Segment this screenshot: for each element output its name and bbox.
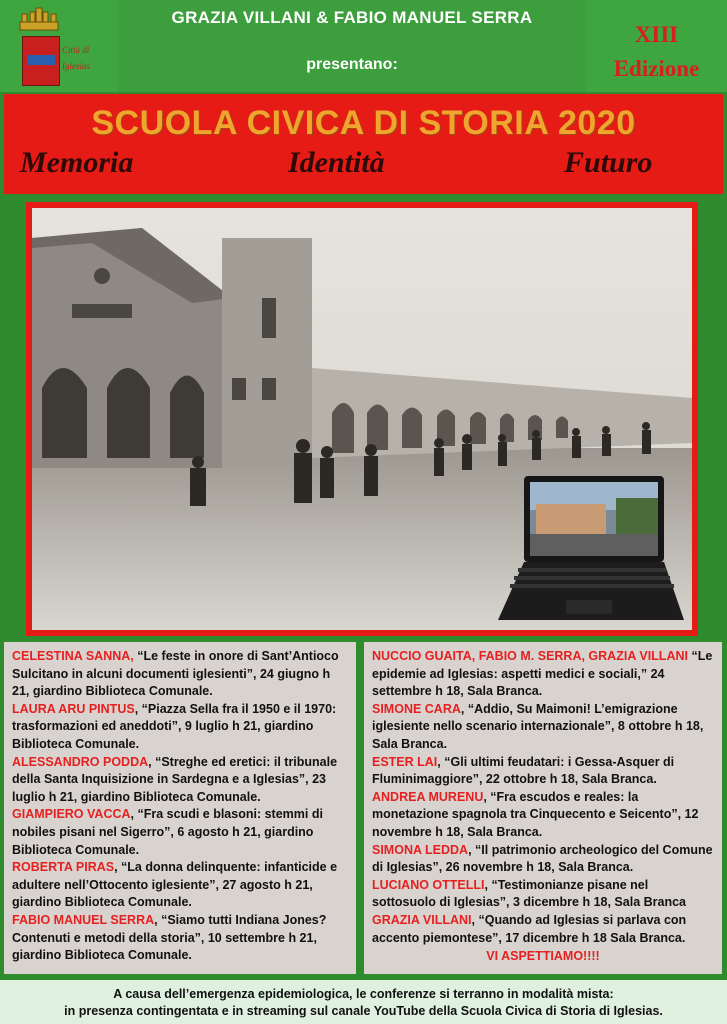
title-banner xyxy=(4,94,723,194)
city-label xyxy=(62,42,112,74)
lecture-item xyxy=(372,648,714,701)
speaker-name: GRAZIA VILLANI xyxy=(372,912,472,927)
closing-message: VI ASPETTIAMO!!!! xyxy=(486,949,600,964)
motto-memoria: Memoria xyxy=(20,146,134,179)
edition-box xyxy=(586,0,727,92)
city-crest xyxy=(0,0,118,92)
lecture-details: “Le feste in onore di Sant’Antioco Sulcitano in alcuni documenti iglesienti”, 24 giugno h 21, giardino Biblioteca Comunale. xyxy=(12,649,339,699)
speaker-name: ALESSANDRO PODDA xyxy=(12,754,149,769)
lecture-item xyxy=(12,701,348,754)
speaker-name: LUCIANO OTTELLI xyxy=(372,877,485,892)
lecture-details: , “Addio, Su Maimoni! L’emigrazione iglesiente nello scenario internazionale”, 8 ottobre h 18, Sala Branca. xyxy=(372,701,704,751)
speaker-name: NUCCIO GUAITA, FABIO M. SERRA, GRAZIA VILLANI xyxy=(372,649,688,663)
authors: GRAZIA VILLANI & FABIO MANUEL SERRA xyxy=(171,8,533,27)
footer-line2: in presenza contingentata e in streaming sul canale YouTube della Scuola Civica di Storia di Iglesias. xyxy=(64,1004,663,1018)
shield-icon xyxy=(22,36,60,86)
speaker-name: LAURA ARU PINTUS xyxy=(12,701,135,716)
edition-word: Edizione xyxy=(613,56,700,81)
speaker-name: FABIO MANUEL SERRA xyxy=(12,912,155,927)
lecture-item xyxy=(372,877,714,912)
edition-number: XIII xyxy=(634,22,679,47)
main-title: SCUOLA CIVICA DI STORIA 2020 xyxy=(91,104,636,142)
lectures-right-column xyxy=(362,640,724,976)
speaker-name: GIAMPIERO VACCA xyxy=(12,807,131,822)
lecture-item xyxy=(372,789,714,842)
lecture-item xyxy=(372,754,714,789)
laptop-icon xyxy=(496,474,686,624)
motto-futuro: Futuro xyxy=(564,146,653,179)
lectures-left-column xyxy=(2,640,358,976)
lecture-details: , “Streghe ed eretici: il tribunale della Santa Inquisizione in Sardegna e a Iglesias”, 23 luglio h 21, giardino Biblioteca Comunale. xyxy=(12,754,338,804)
lecture-details: , “Il patrimonio archeologico del Comune di Iglesias”, 26 novembre h 18, Sala Branca. xyxy=(372,842,713,875)
lecture-details: , “Fra escudos e reales: la monetazione spagnola tra Cinquecento e Seicento”, 12 novembre h 18, Sala Branca. xyxy=(372,789,699,839)
lecture-details: , “Siamo tutti Indiana Jones? Contenuti e metodi della storia”, 10 settembre h 21, giardino Biblioteca Comunale. xyxy=(12,912,327,963)
speaker-name: ANDREA MURENU xyxy=(372,789,484,804)
lecture-details: , “Fra scudi e blasoni: stemmi di nobiles pisani nel Sigerro”, 6 agosto h 21, giardino Biblioteca Comunale. xyxy=(12,807,323,857)
lecture-item xyxy=(12,912,348,965)
speaker-name: CELESTINA SANNA, xyxy=(12,649,134,663)
speaker-name: ROBERTA PIRAS xyxy=(12,860,115,875)
footer-text xyxy=(0,986,727,1020)
speaker-name: SIMONE CARA xyxy=(372,701,461,716)
lecture-item xyxy=(12,754,348,807)
lecture-item xyxy=(372,842,714,877)
motto-identita: Identità xyxy=(288,146,385,179)
footer-line1: A causa dell’emergenza epidemiologica, le conferenze si terranno in modalità mista: xyxy=(113,987,614,1001)
lecture-details: , “Quando ad Iglesias si parlava con accento piemontese”, 17 dicembre h 18 Sala Branca. xyxy=(372,912,687,945)
lecture-details: , “Gli ultimi feudatari: i Gessa-Asquer di Fluminimaggiore”, 22 ottobre h 18, Sala Branca. xyxy=(372,754,675,787)
speaker-name: SIMONA LEDDA xyxy=(372,842,469,857)
lecture-details: , “Testimonianze pisane nel sottosuolo di Iglesias”, 3 dicembre h 18, Sala Branca xyxy=(372,877,686,910)
lecture-item xyxy=(12,806,348,859)
city-label-line1: Città di xyxy=(62,45,90,55)
lecture-details: , “La donna delinquente: infanticide e adultere nell’Ottocento iglesiente”, 27 agosto h 21, giardino Biblioteca Comunale. xyxy=(12,860,338,910)
footer-notice xyxy=(0,980,727,1024)
lecture-item xyxy=(12,859,348,912)
lecture-item xyxy=(12,648,348,701)
speaker-name: ESTER LAI xyxy=(372,754,438,769)
crown-icon xyxy=(18,6,60,32)
header-bar xyxy=(0,0,727,92)
lecture-item xyxy=(372,701,714,754)
presenters-box xyxy=(118,0,586,92)
lecture-details: “Le epidemie ad Iglesias: aspetti medici e sociali,” 24 settembre h 18, Sala Branca. xyxy=(372,649,713,699)
city-label-line2: Iglesias xyxy=(62,61,90,71)
presenting-label: presentano: xyxy=(306,56,398,73)
lecture-details: , “Piazza Sella fra il 1950 e il 1970: trasformazioni ed aneddoti”, 9 luglio h 21, giardino Biblioteca Comunale. xyxy=(12,701,337,751)
lecture-item xyxy=(372,912,714,947)
